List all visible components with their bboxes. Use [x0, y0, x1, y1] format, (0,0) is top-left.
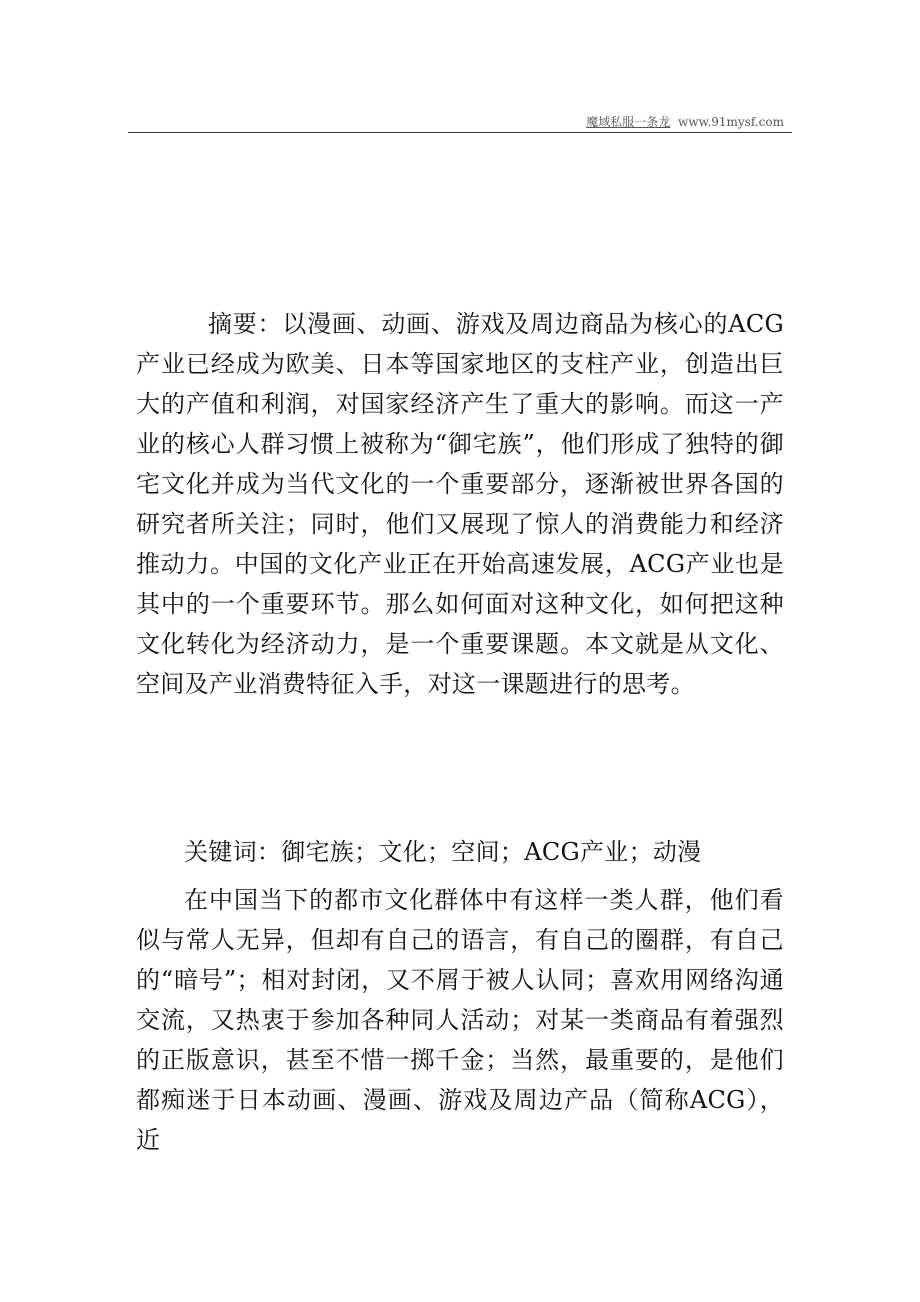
- header-site-link[interactable]: 魔域私服一条龙: [586, 115, 671, 129]
- page-header: [128, 112, 792, 133]
- keywords-paragraph: 关键词：御宅族；文化；空间；ACG产业；动漫: [184, 838, 702, 866]
- abstract-paragraph: 摘要：以漫画、动画、游戏及周边商品为核心的ACG产业已经成为欧美、日本等国家地区的支柱产业，创造出巨大的产值和利润，对国家经济产生了重大的影响。而这一产业的核心人群习惯上被称为“御宅族”，他们形成了独特的御宅文化并成为当代文化的一个重要部分，逐渐被世界各国的研究者所关注；同时，他们又展现了惊人的消费能力和经济推动力。中国的文化产业正在开始高速发展，ACG产业也是其中的一个重要环节。那么如何面对这种文化，如何把这种文化转化为经济动力，是一个重要课题。本文就是从文化、空间及产业消费特征入手，对这一课题进行的思考。: [136, 310, 784, 698]
- header-url: www.91mysf.com: [678, 115, 784, 129]
- intro-paragraph: 在中国当下的都市文化群体中有这样一类人群，他们看似与常人无异，但却有自己的语言，有自己的圈群，有自己的“暗号”；相对封闭，又不屑于被人认同；喜欢用网络沟通交流，又热衷于参加各种同人活动；对某一类商品有着强烈的正版意识，甚至不惜一掷千金；当然，最重要的，是他们都痴迷于日本动画、漫画、游戏及周边产品（简称ACG），近: [136, 886, 784, 1154]
- header-watermark: [586, 115, 784, 129]
